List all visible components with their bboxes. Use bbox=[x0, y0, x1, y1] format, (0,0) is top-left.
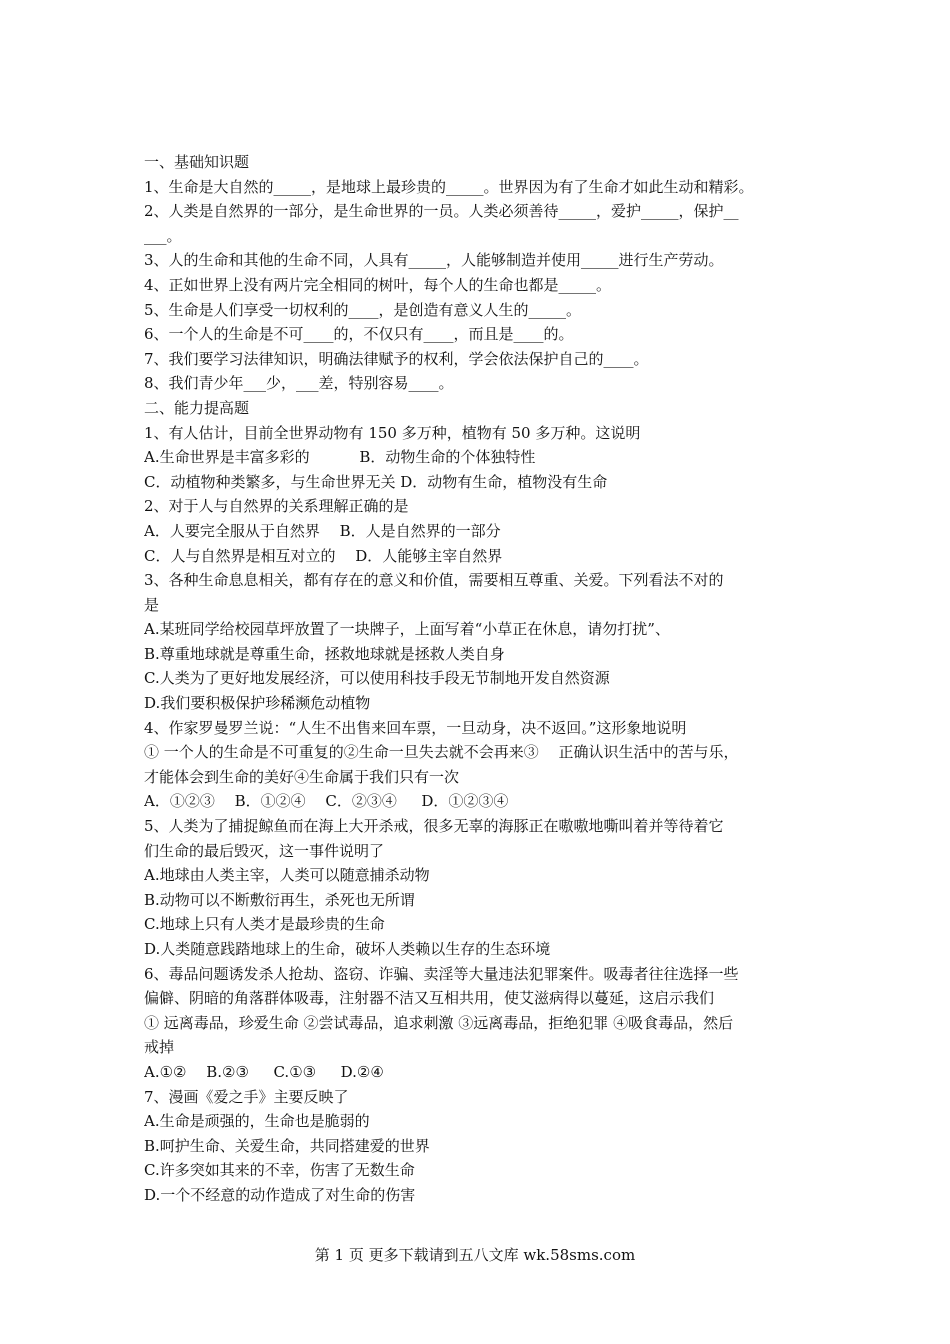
text-line: 偏僻、阴暗的角落群体吸毒，注射器不洁又互相共用，使艾滋病得以蔓延，这启示我们 bbox=[144, 989, 715, 1008]
document-body bbox=[144, 150, 824, 1208]
text-line: B.呵护生命、关爱生命，共同搭建爱的世界 bbox=[144, 1136, 430, 1155]
text-line: 4、作家罗曼罗兰说：“人生不出售来回车票，一旦动身，决不返回。”这形象地说明 bbox=[144, 718, 687, 737]
text-line: 7、我们要学习法律知识，明确法律赋予的权利，学会依法保护自己的____。 bbox=[144, 349, 649, 368]
text-line: 7、漫画《爱之手》主要反映了 bbox=[144, 1087, 349, 1106]
text-line: 2、人类是自然界的一部分，是生命世界的一员。人类必须善待_____，爱护_____，保护__ bbox=[144, 202, 739, 221]
text-line: A.某班同学给校园草坪放置了一块牌子，上面写着“小草正在休息，请勿打扰”、 bbox=[144, 620, 670, 639]
text-line: C．动植物种类繁多，与生命世界无关 D．动物有生命，植物没有生命 bbox=[144, 472, 608, 491]
text-line: 1、有人估计，目前全世界动物有 150 多万种，植物有 50 多万种。这说明 bbox=[144, 423, 641, 442]
text-line: B.尊重地球就是尊重生命，拯救地球就是拯救人类自身 bbox=[144, 644, 505, 663]
text-line: 2、对于人与自然界的关系理解正确的是 bbox=[144, 497, 409, 516]
text-line: A．人要完全服从于自然界 B．人是自然界的一部分 bbox=[144, 521, 501, 540]
text-line: 戒掉 bbox=[144, 1038, 175, 1057]
section-heading-1: 一、基础知识题 bbox=[144, 153, 250, 171]
text-line: 5、生命是人们享受一切权利的____，是创造有意义人生的_____。 bbox=[144, 300, 582, 319]
text-line: ① 一个人的生命是不可重复的②生命一旦失去就不会再来③ 正确认识生活中的苦与乐， bbox=[144, 743, 739, 762]
text-line: 6、毒品问题诱发杀人抢劫、盗窃、诈骗、卖淫等大量违法犯罪案件。吸毒者往往选择一些 bbox=[144, 964, 739, 983]
text-line: ① 远离毒品，珍爱生命 ②尝试毒品，追求刺激 ③远离毒品，拒绝犯罪 ④吸食毒品，然后 bbox=[144, 1013, 734, 1032]
text-line: B.动物可以不断敷衍再生，杀死也无所谓 bbox=[144, 890, 415, 909]
text-line: 们生命的最后毁灭，这一事件说明了 bbox=[144, 841, 385, 860]
text-line: 4、正如世界上没有两片完全相同的树叶，每个人的生命也都是_____。 bbox=[144, 275, 612, 294]
text-line: A.地球由人类主宰，人类可以随意捕杀动物 bbox=[144, 866, 430, 885]
text-line: 是 bbox=[144, 595, 160, 614]
text-line: 才能体会到生命的美好④生命属于我们只有一次 bbox=[144, 767, 460, 786]
text-line: 6、一个人的生命是不可____的，不仅只有____，而且是____的。 bbox=[144, 325, 574, 344]
text-line: C.地球上只有人类才是最珍贵的生命 bbox=[144, 915, 385, 934]
text-line: D.我们要积极保护珍稀濒危动植物 bbox=[144, 694, 371, 713]
text-line: A．①②③ B．①②④ C．②③④ D．①②③④ bbox=[144, 792, 509, 811]
text-line: ___。 bbox=[144, 226, 182, 245]
text-line: 3、各种生命息息相关，都有存在的意义和价值，需要相互尊重、关爱。下列看法不对的 bbox=[144, 571, 724, 590]
text-line: A.生命世界是丰富多彩的 B．动物生命的个体独特性 bbox=[144, 448, 536, 467]
text-line: D.一个不经意的动作造成了对生命的伤害 bbox=[144, 1185, 416, 1204]
page-footer: 第 1 页 更多下载请到五八文库 wk.58sms.com bbox=[314, 1246, 636, 1264]
text-line: 3、人的生命和其他的生命不同，人具有_____，人能够制造并使用_____进行生产劳动。 bbox=[144, 251, 724, 270]
text-line: C．人与自然界是相互对立的 D．人能够主宰自然界 bbox=[144, 546, 503, 565]
text-line: 8、我们青少年___少，___差，特别容易____。 bbox=[144, 374, 454, 393]
text-line: A.生命是顽强的，生命也是脆弱的 bbox=[144, 1112, 370, 1131]
text-line: 5、人类为了捕捉鲸鱼而在海上大开杀戒，很多无辜的海豚正在嗷嗷地嘶叫着并等待着它 bbox=[144, 817, 724, 836]
text-line: C.人类为了更好地发展经济，可以使用科技手段无节制地开发自然资源 bbox=[144, 669, 610, 688]
text-line: A.①② B.②③ C.①③ D.②④ bbox=[144, 1062, 384, 1081]
text-line: C.许多突如其来的不幸，伤害了无数生命 bbox=[144, 1161, 415, 1180]
text-line: D.人类随意践踏地球上的生命，破坏人类赖以生存的生态环境 bbox=[144, 940, 551, 958]
text-line: 1、生命是大自然的_____，是地球上最珍贵的_____。世界因为有了生命才如此生动和精彩。 bbox=[144, 177, 754, 196]
section-heading-2: 二、能力提高题 bbox=[144, 398, 250, 417]
